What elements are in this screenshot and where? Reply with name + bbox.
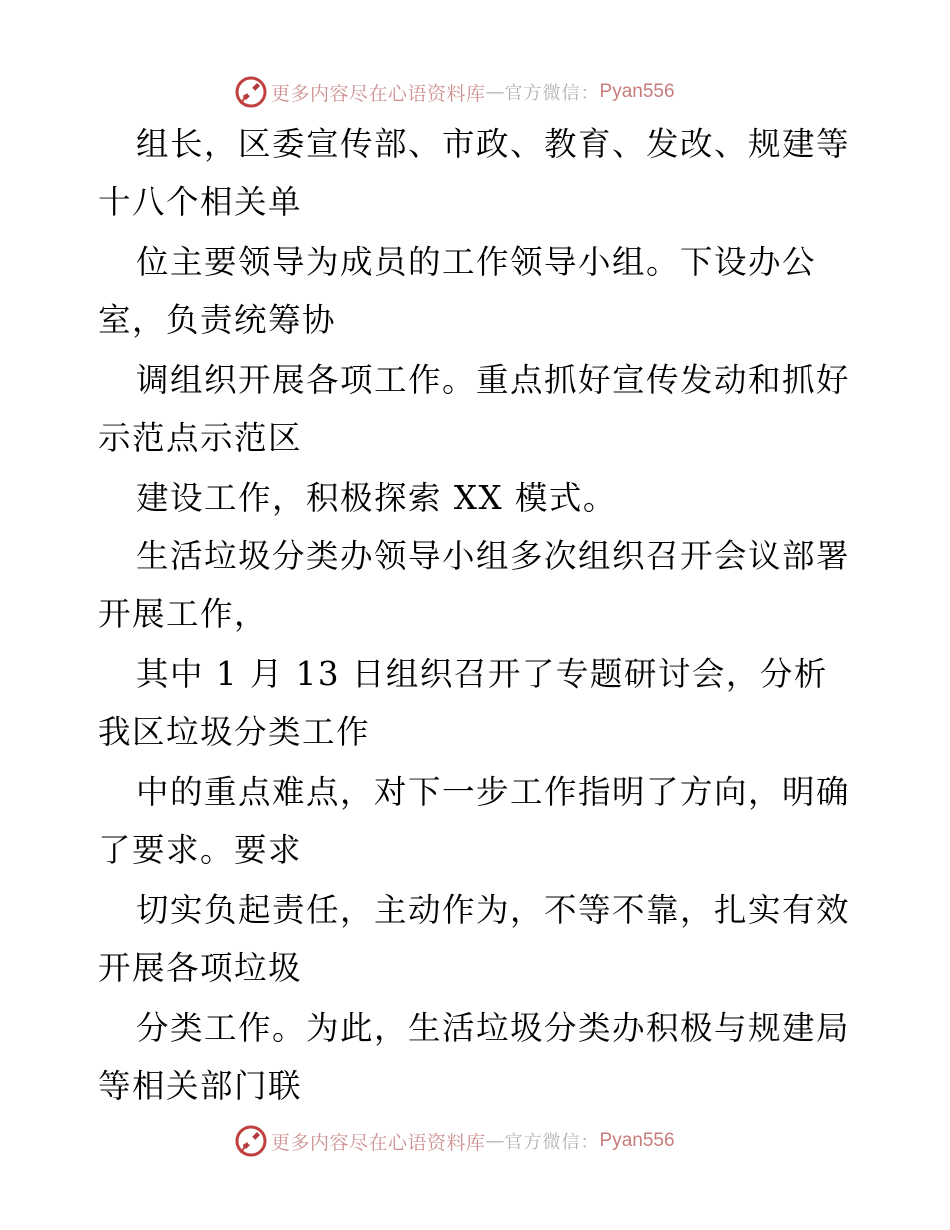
text-line-14: 切实负起责任，主动作为，不等不靠，扎实有效 (136, 891, 851, 929)
pen-logo-icon (234, 75, 268, 109)
header-wechat-label: 官方微信： (504, 83, 600, 104)
text-line-17: 等相关部门联 (98, 1067, 303, 1105)
text-line-10: 其中 1 月 13 日组织召开了专题研讨会，分析 (136, 655, 828, 693)
text-line-3: 位主要领导为成员的工作领导小组。下设办公 (136, 243, 817, 281)
text-line-15: 开展各项垃圾 (98, 949, 303, 987)
header-banner-dash: — (485, 81, 505, 103)
text-line-11: 我区垃圾分类工作 (98, 713, 371, 751)
footer-banner-text: 更多内容尽在心语资料库 (271, 1131, 486, 1154)
text-line-4: 室，负责统筹协 (98, 301, 337, 339)
footer-watermark (0, 1121, 950, 1161)
header-wechat-id: Pyan556 (599, 81, 675, 102)
text-line-2: 十八个相关单 (98, 183, 303, 221)
header-banner-text: 更多内容尽在心语资料库 (271, 82, 486, 105)
text-line-13: 了要求。要求 (98, 831, 303, 869)
text-line-12: 中的重点难点，对下一步工作指明了方向，明确 (136, 773, 851, 811)
text-line-8: 生活垃圾分类办领导小组多次组织召开会议部署 (136, 537, 851, 575)
text-line-6: 示范点示范区 (98, 419, 303, 457)
footer-wechat-id: Pyan556 (599, 1130, 675, 1151)
pen-logo-icon (234, 1124, 268, 1158)
footer-banner-dash: — (485, 1130, 505, 1152)
text-line-16: 分类工作。为此，生活垃圾分类办积极与规建局 (136, 1009, 851, 1047)
text-line-1: 组长，区委宣传部、市政、教育、发改、规建等 (136, 125, 851, 163)
header-watermark (0, 72, 950, 112)
text-line-7: 建设工作，积极探索 XX 模式。 (136, 479, 617, 517)
text-line-5: 调组织开展各项工作。重点抓好宣传发动和抓好 (136, 361, 851, 399)
text-line-9: 开展工作， (98, 595, 269, 633)
footer-wechat-label: 官方微信： (504, 1132, 600, 1153)
